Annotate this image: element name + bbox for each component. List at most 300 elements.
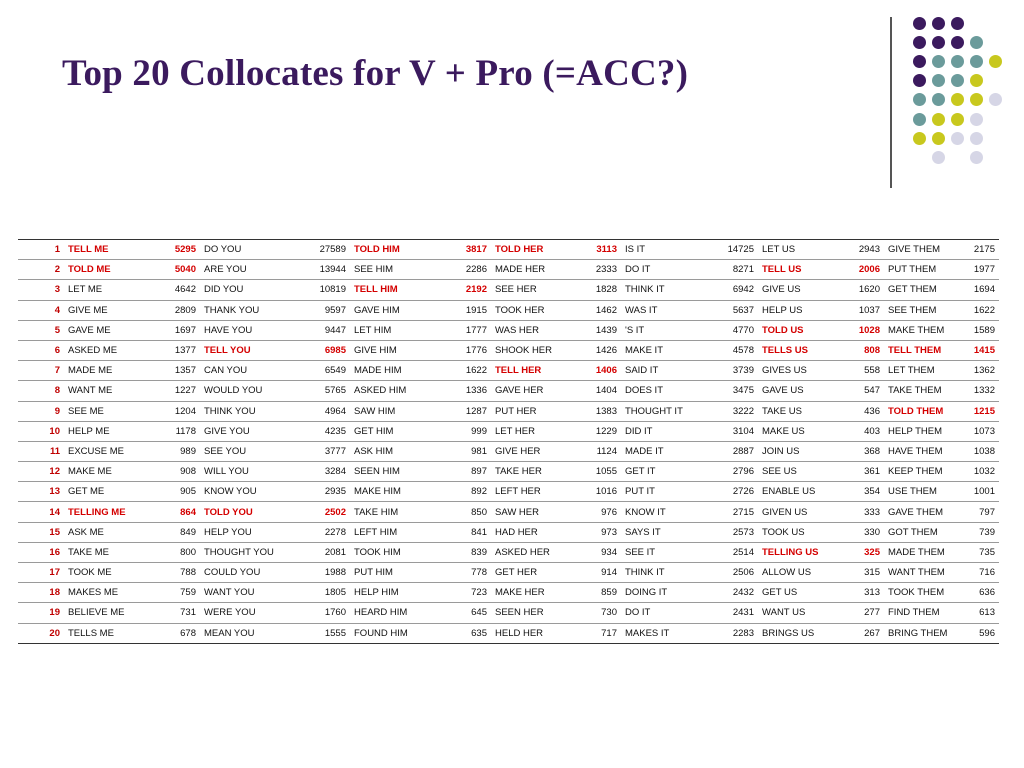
collocate-phrase: TOOK THEM bbox=[884, 583, 964, 603]
collocate-frequency: 2809 bbox=[154, 300, 200, 320]
collocate-phrase: LET ME bbox=[64, 280, 154, 300]
collocate-phrase: HELP THEM bbox=[884, 421, 964, 441]
collocate-phrase: DOES IT bbox=[621, 381, 708, 401]
collocate-phrase: HELD HER bbox=[491, 623, 571, 643]
collocate-frequency: 6942 bbox=[708, 280, 758, 300]
collocate-phrase: LET THEM bbox=[884, 361, 964, 381]
rank-number: 20 bbox=[18, 623, 64, 643]
rank-number: 12 bbox=[18, 462, 64, 482]
rank-number: 19 bbox=[18, 603, 64, 623]
collocate-phrase: MAKES IT bbox=[621, 623, 708, 643]
rank-number: 8 bbox=[18, 381, 64, 401]
collocate-frequency: 1462 bbox=[571, 300, 621, 320]
collocate-frequency: 1038 bbox=[964, 441, 999, 461]
collocate-phrase: WANT US bbox=[758, 603, 836, 623]
collocate-frequency: 1377 bbox=[154, 340, 200, 360]
collocate-frequency: 1776 bbox=[441, 340, 491, 360]
collocate-phrase: HELP ME bbox=[64, 421, 154, 441]
collocate-frequency: 613 bbox=[964, 603, 999, 623]
collocate-frequency: 3817 bbox=[441, 240, 491, 260]
collocate-frequency: 864 bbox=[154, 502, 200, 522]
collocate-frequency: 1415 bbox=[964, 340, 999, 360]
collocate-frequency: 635 bbox=[441, 623, 491, 643]
collocate-frequency: 1229 bbox=[571, 421, 621, 441]
collocate-frequency: 1828 bbox=[571, 280, 621, 300]
collocate-phrase: GAVE ME bbox=[64, 320, 154, 340]
decorative-dot bbox=[970, 151, 983, 164]
collocate-frequency: 976 bbox=[571, 502, 621, 522]
collocate-phrase: HELP YOU bbox=[200, 522, 300, 542]
decorative-dot bbox=[932, 93, 945, 106]
collocate-phrase: WERE YOU bbox=[200, 603, 300, 623]
collocate-frequency: 6549 bbox=[300, 361, 350, 381]
collocate-phrase: SEE ME bbox=[64, 401, 154, 421]
collocate-frequency: 1178 bbox=[154, 421, 200, 441]
collocate-phrase: TELL HIM bbox=[350, 280, 441, 300]
collocate-frequency: 1406 bbox=[571, 361, 621, 381]
collocate-frequency: 1073 bbox=[964, 421, 999, 441]
rank-number: 14 bbox=[18, 502, 64, 522]
collocate-frequency: 27589 bbox=[300, 240, 350, 260]
collocate-phrase: TELL US bbox=[758, 260, 836, 280]
collocate-frequency: 4235 bbox=[300, 421, 350, 441]
collocate-frequency: 1362 bbox=[964, 361, 999, 381]
collocate-phrase: SEE US bbox=[758, 462, 836, 482]
collocate-phrase: GET ME bbox=[64, 482, 154, 502]
collocate-frequency: 1016 bbox=[571, 482, 621, 502]
collocate-frequency: 1589 bbox=[964, 320, 999, 340]
collocate-frequency: 333 bbox=[836, 502, 884, 522]
decorative-dot bbox=[970, 132, 983, 145]
collocate-frequency: 4964 bbox=[300, 401, 350, 421]
collocate-frequency: 717 bbox=[571, 623, 621, 643]
rank-number: 11 bbox=[18, 441, 64, 461]
table-row bbox=[18, 401, 999, 421]
decorative-dot bbox=[951, 74, 964, 87]
collocate-phrase: GIVE ME bbox=[64, 300, 154, 320]
collocate-phrase: MAKES ME bbox=[64, 583, 154, 603]
collocate-phrase: GIVES US bbox=[758, 361, 836, 381]
collocate-phrase: BRINGS US bbox=[758, 623, 836, 643]
collocate-frequency: 1032 bbox=[964, 462, 999, 482]
collocate-phrase: SEE HIM bbox=[350, 260, 441, 280]
collocate-phrase: TOLD HIM bbox=[350, 240, 441, 260]
collocate-frequency: 636 bbox=[964, 583, 999, 603]
table-row bbox=[18, 563, 999, 583]
collocate-frequency: 1037 bbox=[836, 300, 884, 320]
collocate-frequency: 1001 bbox=[964, 482, 999, 502]
collocate-phrase: WANT YOU bbox=[200, 583, 300, 603]
rank-number: 10 bbox=[18, 421, 64, 441]
collocate-frequency: 596 bbox=[964, 623, 999, 643]
collocate-phrase: TOOK HIM bbox=[350, 542, 441, 562]
collocate-frequency: 2333 bbox=[571, 260, 621, 280]
decorative-dot bbox=[932, 74, 945, 87]
decorative-dot bbox=[951, 93, 964, 106]
collocate-phrase: DO IT bbox=[621, 260, 708, 280]
decorative-dot bbox=[970, 113, 983, 126]
rank-number: 13 bbox=[18, 482, 64, 502]
collocate-frequency: 6985 bbox=[300, 340, 350, 360]
decorative-dot bbox=[913, 113, 926, 126]
collocate-frequency: 325 bbox=[836, 542, 884, 562]
collocate-phrase: GAVE HER bbox=[491, 381, 571, 401]
collocate-phrase: TELLING ME bbox=[64, 502, 154, 522]
collocate-phrase: TELL THEM bbox=[884, 340, 964, 360]
collocate-phrase: SEEN HIM bbox=[350, 462, 441, 482]
collocate-frequency: 897 bbox=[441, 462, 491, 482]
collocate-frequency: 1028 bbox=[836, 320, 884, 340]
collocate-phrase: MADE THEM bbox=[884, 542, 964, 562]
collocate-frequency: 973 bbox=[571, 522, 621, 542]
collocate-frequency: 5637 bbox=[708, 300, 758, 320]
collocate-frequency: 2935 bbox=[300, 482, 350, 502]
collocate-phrase: MAKE THEM bbox=[884, 320, 964, 340]
collocate-phrase: WILL YOU bbox=[200, 462, 300, 482]
collocate-frequency: 905 bbox=[154, 482, 200, 502]
collocate-phrase: HAVE THEM bbox=[884, 441, 964, 461]
collocate-phrase: SEE IT bbox=[621, 542, 708, 562]
collocate-frequency: 723 bbox=[441, 583, 491, 603]
collocate-frequency: 2431 bbox=[708, 603, 758, 623]
collocate-phrase: SEE THEM bbox=[884, 300, 964, 320]
collocate-phrase: GET HIM bbox=[350, 421, 441, 441]
collocate-phrase: THINK YOU bbox=[200, 401, 300, 421]
collocate-frequency: 436 bbox=[836, 401, 884, 421]
collocate-phrase: JOIN US bbox=[758, 441, 836, 461]
collocate-frequency: 1287 bbox=[441, 401, 491, 421]
collocate-frequency: 778 bbox=[441, 563, 491, 583]
collocate-phrase: ASK ME bbox=[64, 522, 154, 542]
collocate-frequency: 1383 bbox=[571, 401, 621, 421]
collocate-phrase: DO YOU bbox=[200, 240, 300, 260]
decorative-dot bbox=[913, 17, 926, 30]
collocate-phrase: TAKE US bbox=[758, 401, 836, 421]
collocate-phrase: SEE YOU bbox=[200, 441, 300, 461]
collocate-frequency: 2796 bbox=[708, 462, 758, 482]
collocate-frequency: 2573 bbox=[708, 522, 758, 542]
collocate-phrase: GIVEN US bbox=[758, 502, 836, 522]
table-row bbox=[18, 421, 999, 441]
collocate-phrase: TELLS ME bbox=[64, 623, 154, 643]
decorative-dot bbox=[932, 132, 945, 145]
collocate-phrase: CAN YOU bbox=[200, 361, 300, 381]
table-row bbox=[18, 542, 999, 562]
decorative-dot bbox=[932, 113, 945, 126]
collocate-frequency: 1227 bbox=[154, 381, 200, 401]
collocate-phrase: SHOOK HER bbox=[491, 340, 571, 360]
collocate-phrase: ASKED ME bbox=[64, 340, 154, 360]
collocate-phrase: MAKE ME bbox=[64, 462, 154, 482]
collocate-frequency: 934 bbox=[571, 542, 621, 562]
collocate-phrase: TELLING US bbox=[758, 542, 836, 562]
decorative-dot bbox=[970, 93, 983, 106]
collocate-phrase: MADE HIM bbox=[350, 361, 441, 381]
collocate-phrase: WOULD YOU bbox=[200, 381, 300, 401]
collocate-phrase: GIVE US bbox=[758, 280, 836, 300]
table-row bbox=[18, 361, 999, 381]
collocate-phrase: LET US bbox=[758, 240, 836, 260]
collocate-phrase: TAKE HIM bbox=[350, 502, 441, 522]
collocate-phrase: HAD HER bbox=[491, 522, 571, 542]
collocate-phrase: PUT THEM bbox=[884, 260, 964, 280]
collocate-frequency: 2175 bbox=[964, 240, 999, 260]
collocate-phrase: SAID IT bbox=[621, 361, 708, 381]
collocate-frequency: 678 bbox=[154, 623, 200, 643]
collocate-phrase: TOLD US bbox=[758, 320, 836, 340]
rank-number: 3 bbox=[18, 280, 64, 300]
collocate-frequency: 841 bbox=[441, 522, 491, 542]
table-row bbox=[18, 320, 999, 340]
collocate-frequency: 1760 bbox=[300, 603, 350, 623]
collocate-phrase: USE THEM bbox=[884, 482, 964, 502]
collocate-phrase: MAKE HER bbox=[491, 583, 571, 603]
rank-number: 1 bbox=[18, 240, 64, 260]
collocate-frequency: 1439 bbox=[571, 320, 621, 340]
collocate-frequency: 2286 bbox=[441, 260, 491, 280]
collocate-phrase: MAKE IT bbox=[621, 340, 708, 360]
collocate-phrase: PUT HIM bbox=[350, 563, 441, 583]
collocate-phrase: SEEN HER bbox=[491, 603, 571, 623]
collocate-phrase: GAVE US bbox=[758, 381, 836, 401]
collocate-phrase: GOT THEM bbox=[884, 522, 964, 542]
collocate-frequency: 808 bbox=[836, 340, 884, 360]
collocate-frequency: 645 bbox=[441, 603, 491, 623]
collocate-phrase: THINK IT bbox=[621, 563, 708, 583]
collocate-frequency: 1404 bbox=[571, 381, 621, 401]
decorative-dot bbox=[913, 132, 926, 145]
collocate-phrase: GIVE YOU bbox=[200, 421, 300, 441]
table-row bbox=[18, 522, 999, 542]
collocate-phrase: HAVE YOU bbox=[200, 320, 300, 340]
collocate-phrase: GAVE HIM bbox=[350, 300, 441, 320]
collocate-phrase: TOLD YOU bbox=[200, 502, 300, 522]
decorative-dot bbox=[989, 55, 1002, 68]
collocate-frequency: 4578 bbox=[708, 340, 758, 360]
decorative-dot bbox=[970, 55, 983, 68]
rank-number: 5 bbox=[18, 320, 64, 340]
collocate-phrase: KNOW YOU bbox=[200, 482, 300, 502]
collocate-phrase: BRING THEM bbox=[884, 623, 964, 643]
rank-number: 4 bbox=[18, 300, 64, 320]
collocate-frequency: 2715 bbox=[708, 502, 758, 522]
table-row bbox=[18, 462, 999, 482]
collocate-frequency: 1915 bbox=[441, 300, 491, 320]
collocate-frequency: 313 bbox=[836, 583, 884, 603]
collocate-frequency: 2006 bbox=[836, 260, 884, 280]
collocate-frequency: 2081 bbox=[300, 542, 350, 562]
collocate-phrase: GET IT bbox=[621, 462, 708, 482]
collocate-frequency: 1055 bbox=[571, 462, 621, 482]
collocate-frequency: 981 bbox=[441, 441, 491, 461]
collocate-phrase: KEEP THEM bbox=[884, 462, 964, 482]
collocate-frequency: 5295 bbox=[154, 240, 200, 260]
collocate-frequency: 14725 bbox=[708, 240, 758, 260]
collocate-frequency: 1426 bbox=[571, 340, 621, 360]
collocate-frequency: 267 bbox=[836, 623, 884, 643]
decorative-dot bbox=[913, 74, 926, 87]
collocate-frequency: 1697 bbox=[154, 320, 200, 340]
collocate-phrase: HEARD HIM bbox=[350, 603, 441, 623]
collocate-phrase: HELP US bbox=[758, 300, 836, 320]
table-row bbox=[18, 502, 999, 522]
collocate-frequency: 2943 bbox=[836, 240, 884, 260]
collocate-phrase: TELL YOU bbox=[200, 340, 300, 360]
collocate-phrase: TOLD ME bbox=[64, 260, 154, 280]
collocate-phrase: ASKED HIM bbox=[350, 381, 441, 401]
collocate-phrase: ASK HIM bbox=[350, 441, 441, 461]
collocate-frequency: 1555 bbox=[300, 623, 350, 643]
rank-number: 6 bbox=[18, 340, 64, 360]
decorative-dot bbox=[970, 36, 983, 49]
collocate-phrase: BELIEVE ME bbox=[64, 603, 154, 623]
collocate-phrase: FOUND HIM bbox=[350, 623, 441, 643]
collocate-frequency: 2283 bbox=[708, 623, 758, 643]
collocate-phrase: TOLD HER bbox=[491, 240, 571, 260]
collocate-frequency: 2726 bbox=[708, 482, 758, 502]
collocate-frequency: 859 bbox=[571, 583, 621, 603]
collocate-frequency: 2887 bbox=[708, 441, 758, 461]
collocate-frequency: 2502 bbox=[300, 502, 350, 522]
table-row bbox=[18, 381, 999, 401]
collocate-phrase: THINK IT bbox=[621, 280, 708, 300]
collocate-phrase: SEE HER bbox=[491, 280, 571, 300]
collocate-phrase: TOOK ME bbox=[64, 563, 154, 583]
collocate-frequency: 403 bbox=[836, 421, 884, 441]
collocate-phrase: SAW HIM bbox=[350, 401, 441, 421]
collocate-phrase: LEFT HIM bbox=[350, 522, 441, 542]
collocate-frequency: 759 bbox=[154, 583, 200, 603]
table-row bbox=[18, 300, 999, 320]
collocate-frequency: 1805 bbox=[300, 583, 350, 603]
collocate-frequency: 3777 bbox=[300, 441, 350, 461]
table-row bbox=[18, 623, 999, 643]
decorative-dot bbox=[913, 93, 926, 106]
decorative-dot bbox=[932, 151, 945, 164]
collocate-phrase: GET THEM bbox=[884, 280, 964, 300]
collocate-frequency: 3222 bbox=[708, 401, 758, 421]
collocate-phrase: KNOW IT bbox=[621, 502, 708, 522]
decorative-dot bbox=[989, 93, 1002, 106]
collocate-frequency: 4770 bbox=[708, 320, 758, 340]
collocate-frequency: 2432 bbox=[708, 583, 758, 603]
collocate-phrase: WANT THEM bbox=[884, 563, 964, 583]
rank-number: 7 bbox=[18, 361, 64, 381]
collocate-frequency: 797 bbox=[964, 502, 999, 522]
collocate-phrase: MEAN YOU bbox=[200, 623, 300, 643]
collocate-phrase: 'S IT bbox=[621, 320, 708, 340]
collocate-phrase: MADE ME bbox=[64, 361, 154, 381]
collocate-frequency: 800 bbox=[154, 542, 200, 562]
collocate-frequency: 5765 bbox=[300, 381, 350, 401]
decorative-dot bbox=[932, 55, 945, 68]
collocate-frequency: 716 bbox=[964, 563, 999, 583]
table-row bbox=[18, 280, 999, 300]
collocate-phrase: EXCUSE ME bbox=[64, 441, 154, 461]
collocate-frequency: 731 bbox=[154, 603, 200, 623]
collocate-frequency: 8271 bbox=[708, 260, 758, 280]
collocate-phrase: LEFT HER bbox=[491, 482, 571, 502]
collocate-phrase: ARE YOU bbox=[200, 260, 300, 280]
collocate-frequency: 9447 bbox=[300, 320, 350, 340]
collocate-phrase: TAKE HER bbox=[491, 462, 571, 482]
collocate-phrase: WAS HER bbox=[491, 320, 571, 340]
collocate-frequency: 1215 bbox=[964, 401, 999, 421]
collocate-phrase: TELL HER bbox=[491, 361, 571, 381]
collocate-phrase: GIVE HIM bbox=[350, 340, 441, 360]
collocate-phrase: TELLS US bbox=[758, 340, 836, 360]
collocate-frequency: 1357 bbox=[154, 361, 200, 381]
collocate-phrase: DO IT bbox=[621, 603, 708, 623]
decorative-dot bbox=[913, 36, 926, 49]
collocate-phrase: HELP HIM bbox=[350, 583, 441, 603]
decorative-dot bbox=[951, 55, 964, 68]
collocate-frequency: 1336 bbox=[441, 381, 491, 401]
collocate-frequency: 354 bbox=[836, 482, 884, 502]
collocate-frequency: 277 bbox=[836, 603, 884, 623]
collocate-frequency: 788 bbox=[154, 563, 200, 583]
decorative-dot bbox=[951, 113, 964, 126]
collocate-phrase: THOUGHT YOU bbox=[200, 542, 300, 562]
collocate-phrase: MAKE HIM bbox=[350, 482, 441, 502]
collocate-frequency: 2506 bbox=[708, 563, 758, 583]
collocate-phrase: GET HER bbox=[491, 563, 571, 583]
collocate-frequency: 908 bbox=[154, 462, 200, 482]
collocate-phrase: TOOK HER bbox=[491, 300, 571, 320]
collocate-frequency: 315 bbox=[836, 563, 884, 583]
collocate-phrase: WAS IT bbox=[621, 300, 708, 320]
collocate-frequency: 9597 bbox=[300, 300, 350, 320]
collocate-frequency: 914 bbox=[571, 563, 621, 583]
collocate-phrase: TAKE ME bbox=[64, 542, 154, 562]
collocate-phrase: TOLD THEM bbox=[884, 401, 964, 421]
collocate-phrase: GIVE HER bbox=[491, 441, 571, 461]
collocate-phrase: FIND THEM bbox=[884, 603, 964, 623]
collocate-phrase: MADE HER bbox=[491, 260, 571, 280]
table-row bbox=[18, 603, 999, 623]
collocate-frequency: 3475 bbox=[708, 381, 758, 401]
rank-number: 9 bbox=[18, 401, 64, 421]
collocate-frequency: 730 bbox=[571, 603, 621, 623]
collocate-frequency: 1124 bbox=[571, 441, 621, 461]
collocate-phrase: MADE IT bbox=[621, 441, 708, 461]
collocate-frequency: 3739 bbox=[708, 361, 758, 381]
collocate-frequency: 1694 bbox=[964, 280, 999, 300]
collocate-phrase: WANT ME bbox=[64, 381, 154, 401]
decorative-dot bbox=[932, 17, 945, 30]
collocate-phrase: ALLOW US bbox=[758, 563, 836, 583]
collocate-frequency: 839 bbox=[441, 542, 491, 562]
rank-number: 16 bbox=[18, 542, 64, 562]
collocate-frequency: 547 bbox=[836, 381, 884, 401]
collocates-table bbox=[18, 239, 999, 644]
collocate-phrase: ENABLE US bbox=[758, 482, 836, 502]
collocate-phrase: TAKE THEM bbox=[884, 381, 964, 401]
collocate-phrase: IS IT bbox=[621, 240, 708, 260]
collocate-frequency: 739 bbox=[964, 522, 999, 542]
collocate-frequency: 850 bbox=[441, 502, 491, 522]
collocate-phrase: THOUGHT IT bbox=[621, 401, 708, 421]
collocate-phrase: ASKED HER bbox=[491, 542, 571, 562]
table-row bbox=[18, 340, 999, 360]
collocate-phrase: GIVE THEM bbox=[884, 240, 964, 260]
collocate-frequency: 1777 bbox=[441, 320, 491, 340]
collocate-frequency: 2192 bbox=[441, 280, 491, 300]
collocate-frequency: 1620 bbox=[836, 280, 884, 300]
collocate-phrase: DID YOU bbox=[200, 280, 300, 300]
collocate-frequency: 892 bbox=[441, 482, 491, 502]
collocate-frequency: 1977 bbox=[964, 260, 999, 280]
